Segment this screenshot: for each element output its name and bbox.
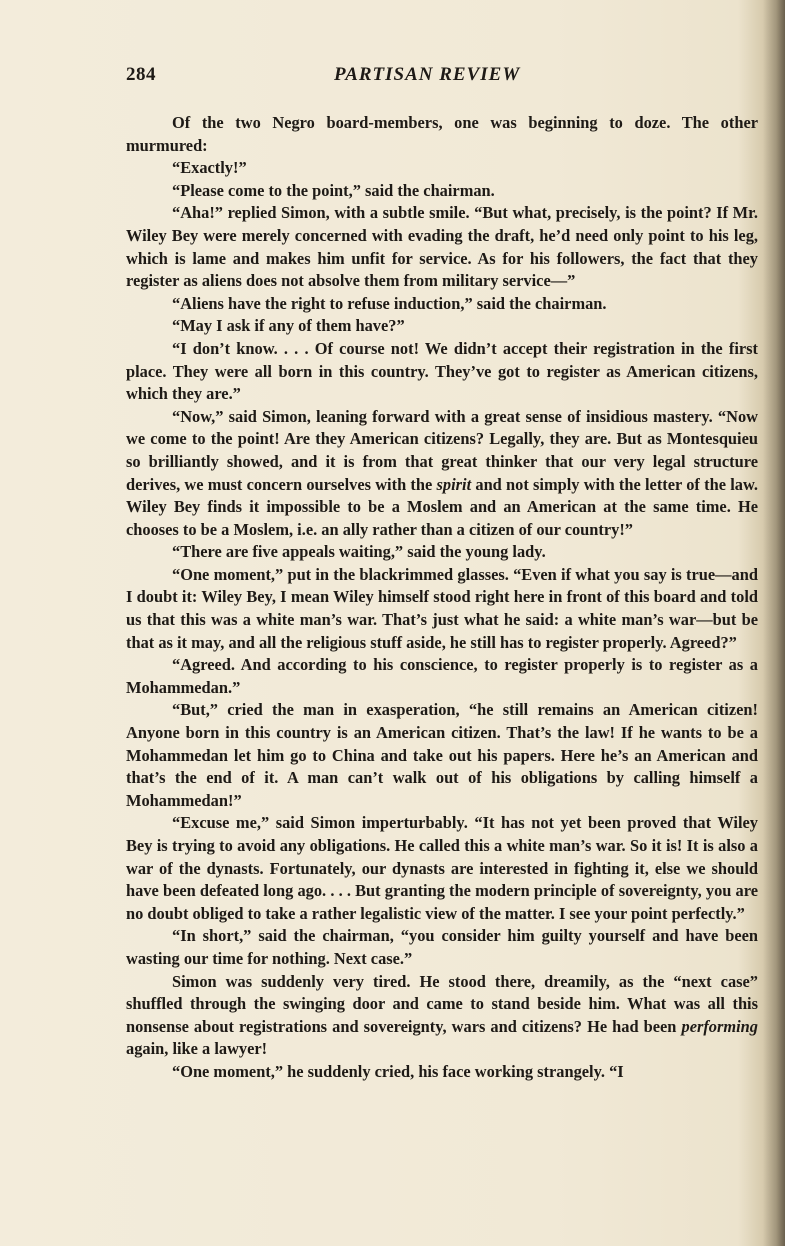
paragraph: “But,” cried the man in exasperation, “he still remains an American citizen! Anyone born in this country is an American citizen. That’s the law! If he wants to be a Mohammedan let him go to China and take out his papers. Here he’s an American and that’s the end of it. A man can’t walk out of his obligations by calling himself a Mohammedan!” xyxy=(126,700,758,810)
page-edge-shadow xyxy=(763,0,785,1246)
text-run: and not simply with the letter of the law. Wiley Bey finds it impossible to be a Moslem and an American at the same time. He chooses to be a Moslem, i.e. an ally rather than a citizen of our country!” xyxy=(126,474,758,539)
text-run: again, like a lawyer! xyxy=(126,1039,268,1059)
paragraph: “Please come to the point,” said the chairman. xyxy=(172,180,495,200)
paragraph: “One moment,” put in the blackrimmed glasses. “Even if what you say is true—and I doubt it: Wiley Bey, I mean Wiley himself stood right here in front of this board and told us that this was a white man’s war. That’s just what he said: a white man’s war—but be that as it may, and all the religious stuff aside, he still has to register properly. Agreed?” xyxy=(126,564,758,652)
paragraph xyxy=(126,406,758,542)
emphasis: spirit xyxy=(436,474,472,494)
paragraph: “Aliens have the right to refuse induction,” said the chairman. xyxy=(172,293,607,313)
paragraph: “Excuse me,” said Simon imperturbably. “It has not yet been proved that Wiley Bey is trying to avoid any obligations. He called this a white man’s war. So it is! It is also a war of the dynasts. Fortunately, our dynasts are interested in fighting it, else we should have been defeated long ago. . . . But granting the modern principle of sovereignty, you are no doubt obliged to take a rather legalistic view of the matter. I see your point perfectly.” xyxy=(126,813,758,923)
page-number: 284 xyxy=(126,64,156,85)
page-header xyxy=(126,64,758,94)
paragraph: “I don’t know. . . . Of course not! We didn’t accept their registration in the first place. They were all born in this country. They’ve got to register as American citizens, which they are.” xyxy=(126,338,758,404)
paragraph: Of the two Negro board-members, one was beginning to doze. The other murmured: xyxy=(126,113,758,155)
paragraph: “In short,” said the chairman, “you consider him guilty yourself and have been wasting our time for nothing. Next case.” xyxy=(126,926,758,968)
paragraph xyxy=(126,971,758,1061)
paragraph: “There are five appeals waiting,” said the young lady. xyxy=(172,542,546,562)
running-head: PARTISAN REVIEW xyxy=(334,64,521,85)
emphasis: performing xyxy=(681,1016,758,1036)
paragraph: “May I ask if any of them have?” xyxy=(172,316,405,336)
paragraph: “Exactly!” xyxy=(172,158,247,178)
text-run: Simon was suddenly very tired. He stood there, dreamily, as the “next case” shuffled through the swinging door and came to stand beside him. What was all this nonsense about registrations and sovereignty, wars and citizens? He had been xyxy=(126,971,758,1036)
body-text xyxy=(126,112,758,1084)
paragraph: “Agreed. And according to his conscience, to register properly is to register as a Mohammedan.” xyxy=(126,655,758,697)
paragraph: “One moment,” he suddenly cried, his face working strangely. “I xyxy=(172,1061,624,1081)
text-run: “Now,” said Simon, leaning forward with a great sense of insidious mastery. “Now we come to the point! Are they American citizens? Legally, they are. But as Montesquieu so brilliantly showed, and it is from that great thinker that our very legal structure derives, we must concern ourselves with the xyxy=(126,406,758,494)
paragraph: “Aha!” replied Simon, with a subtle smile. “But what, precisely, is the point? If Mr. Wiley Bey were merely concerned with evading the draft, he’d need only point to his leg, which is lame and makes him unfit for service. As for his followers, the fact that they register as aliens does not absolve them from military service—” xyxy=(126,203,758,291)
